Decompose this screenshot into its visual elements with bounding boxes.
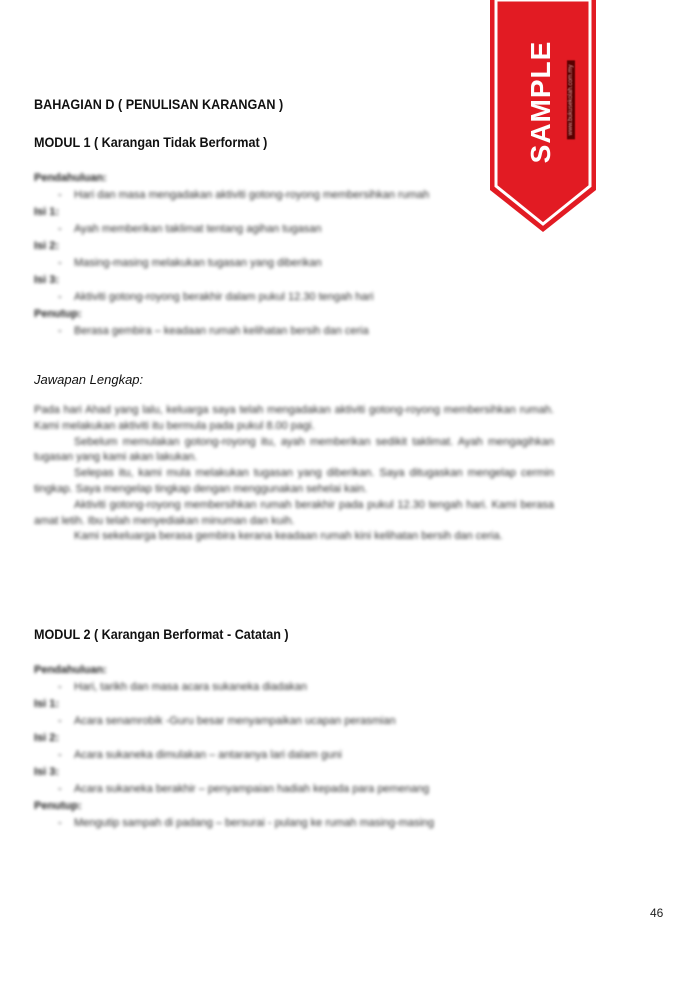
outline-point: - Hari, tarikh dan masa acara sukaneka diadakan <box>58 681 307 693</box>
section-title: BAHAGIAN D ( PENULISAN KARANGAN ) <box>34 96 284 112</box>
essay-text <box>34 403 554 545</box>
outline-heading: Isi 2: <box>34 240 60 252</box>
outline-heading: Pendahuluan: <box>34 172 107 184</box>
outline-point: - Hari dan masa mengadakan aktiviti gotong-royong membersihkan rumah <box>58 189 430 201</box>
outline-heading: Pendahuluan: <box>34 664 107 676</box>
essay-paragraph: Selepas itu, kami mula melakukan tugasan yang diberikan. Saya ditugaskan mengelap cermin tingkap. Saya mengelap tingkap dengan menggunakan sehelai kain. <box>34 467 554 495</box>
essay-paragraph: Aktiviti gotong-royong membersihkan rumah berakhir pada pukul 12.30 tengah hari. Kami berasa amat letih. Ibu telah menyediakan minuman dan kuih. <box>34 498 554 527</box>
outline-point: - Acara sukaneka berakhir – penyampaian hadiah kepada para pemenang <box>58 783 430 795</box>
module-1-title: MODUL 1 ( Karangan Tidak Berformat ) <box>34 134 268 150</box>
outline-heading: Isi 3: <box>34 274 60 286</box>
sample-watermark-tag: www.bukusekolah.com.my <box>567 61 575 140</box>
module-1-outline <box>34 170 554 340</box>
module-2-outline <box>34 662 554 832</box>
outline-point: - Acara sukaneka dimulakan – antaranya lari dalam guni <box>58 749 342 761</box>
outline-heading: Isi 3: <box>34 766 60 778</box>
outline-heading: Penutup: <box>34 800 82 812</box>
essay-paragraph: Kami sekeluarga berasa gembira kerana keadaan rumah kini kelihatan bersih dan ceria. <box>74 530 503 543</box>
essay-paragraph: Pada hari Ahad yang lalu, keluarga saya telah mengadakan aktiviti gotong-royong membersihkan rumah. Kami melakukan aktiviti itu bermula pada pukul 8.00 pagi. <box>34 404 554 432</box>
outline-point: - Masing-masing melakukan tugasan yang diberikan <box>58 257 322 269</box>
sample-watermark-text: SAMPLE <box>525 40 556 164</box>
outline-heading: Isi 1: <box>34 698 60 710</box>
outline-heading: Isi 1: <box>34 206 60 218</box>
outline-point: - Ayah memberikan taklimat tentang agihan tugasan <box>58 223 322 235</box>
outline-point: - Acara senamrobik -Guru besar menyampaikan ucapan perasmian <box>58 715 396 727</box>
page-number: 46 <box>650 906 664 920</box>
module-2-title: MODUL 2 ( Karangan Berformat - Catatan ) <box>34 626 289 642</box>
essay-paragraph: Sebelum memulakan gotong-royong itu, ayah memberikan sedikit taklimat. Ayah mengagihkan tugasan yang kami akan lakukan. <box>34 435 554 464</box>
outline-point: - Mengutip sampah di padang – bersurai - pulang ke rumah masing-masing <box>58 817 435 829</box>
outline-point: - Aktiviti gotong-royong berakhir dalam pukul 12.30 tengah hari <box>58 291 374 303</box>
outline-heading: Isi 2: <box>34 732 60 744</box>
outline-heading: Penutup: <box>34 308 82 320</box>
answer-label: Jawapan Lengkap: <box>34 372 144 387</box>
outline-point: - Berasa gembira – keadaan rumah kelihatan bersih dan ceria <box>58 325 369 337</box>
